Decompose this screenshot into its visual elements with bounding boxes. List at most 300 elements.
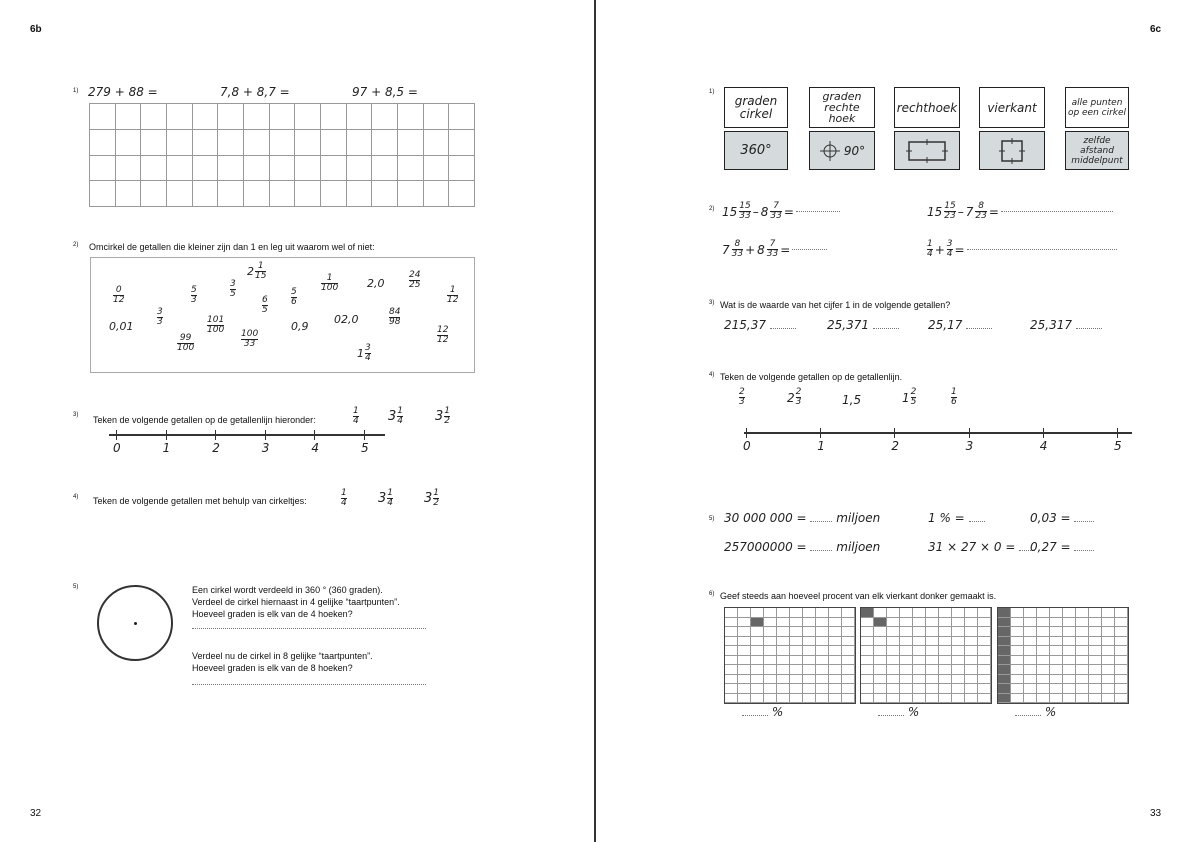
square-cell[interactable] <box>1063 675 1076 685</box>
square-cell[interactable] <box>1037 608 1050 618</box>
square-cell[interactable] <box>1089 684 1102 694</box>
square-cell[interactable] <box>1050 656 1063 666</box>
grid-cell[interactable] <box>90 155 116 181</box>
hundred-square-2[interactable] <box>860 607 992 704</box>
grid-cell[interactable] <box>141 181 167 207</box>
grid-cell[interactable] <box>423 104 449 130</box>
square-cell[interactable] <box>861 637 874 647</box>
grid-cell[interactable] <box>192 181 218 207</box>
square-cell[interactable] <box>790 608 803 618</box>
square-cell[interactable] <box>803 618 816 628</box>
decimal-0-9[interactable]: 0,9 <box>291 320 309 333</box>
square-cell[interactable] <box>939 656 952 666</box>
square-cell[interactable] <box>751 608 764 618</box>
grid-cell[interactable] <box>295 181 321 207</box>
square-cell[interactable] <box>1037 675 1050 685</box>
square-cell[interactable] <box>1011 618 1024 628</box>
square-cell[interactable] <box>900 618 913 628</box>
square-cell[interactable] <box>939 618 952 628</box>
square-cell[interactable] <box>764 646 777 656</box>
square-cell[interactable] <box>725 627 738 637</box>
square-cell[interactable] <box>751 618 764 628</box>
fraction-99-100[interactable]: 99 100 <box>177 333 195 354</box>
square-cell[interactable] <box>738 694 751 704</box>
square-cell[interactable] <box>725 608 738 618</box>
square-cell[interactable] <box>1102 618 1115 628</box>
square-cell[interactable] <box>1063 694 1076 704</box>
grid-cell[interactable] <box>243 155 269 181</box>
square-cell[interactable] <box>790 637 803 647</box>
square-cell[interactable] <box>874 684 887 694</box>
square-cell[interactable] <box>874 637 887 647</box>
square-cell[interactable] <box>829 646 842 656</box>
square-cell[interactable] <box>816 646 829 656</box>
square-cell[interactable] <box>829 618 842 628</box>
grid-cell[interactable] <box>346 129 372 155</box>
square-cell[interactable] <box>887 646 900 656</box>
square-cell[interactable] <box>887 627 900 637</box>
square-cell[interactable] <box>913 656 926 666</box>
square-cell[interactable] <box>803 646 816 656</box>
square-cell[interactable] <box>842 684 855 694</box>
square-cell[interactable] <box>1089 656 1102 666</box>
grid-cell[interactable] <box>243 129 269 155</box>
square-cell[interactable] <box>887 656 900 666</box>
square-cell[interactable] <box>842 675 855 685</box>
square-cell[interactable] <box>1050 608 1063 618</box>
grid-cell[interactable] <box>269 181 295 207</box>
square-cell[interactable] <box>939 694 952 704</box>
square-cell[interactable] <box>777 665 790 675</box>
fraction-84-98[interactable]: 84 98 <box>389 307 401 328</box>
square-cell[interactable] <box>1115 608 1128 618</box>
square-cell[interactable] <box>1089 608 1102 618</box>
square-cell[interactable] <box>1115 675 1128 685</box>
fraction-0-12[interactable]: 0 12 <box>113 285 125 306</box>
grid-cell[interactable] <box>166 129 192 155</box>
square-cell[interactable] <box>1063 637 1076 647</box>
square-cell[interactable] <box>1076 637 1089 647</box>
square-cell[interactable] <box>829 627 842 637</box>
square-cell[interactable] <box>861 627 874 637</box>
square-cell[interactable] <box>1050 627 1063 637</box>
square-cell[interactable] <box>1076 675 1089 685</box>
square-cell[interactable] <box>952 637 965 647</box>
card-zelfde-afstand[interactable]: zelfde afstand middelpunt <box>1065 131 1129 170</box>
square-cell[interactable] <box>1011 694 1024 704</box>
grid-cell[interactable] <box>218 129 244 155</box>
grid-cell[interactable] <box>372 129 398 155</box>
square-cell[interactable] <box>913 608 926 618</box>
square-cell[interactable] <box>965 675 978 685</box>
square-cell[interactable] <box>803 627 816 637</box>
square-cell[interactable] <box>900 656 913 666</box>
square-cell[interactable] <box>764 627 777 637</box>
fraction-5-6[interactable]: 5 6 <box>291 287 297 308</box>
square-cell[interactable] <box>861 618 874 628</box>
square-cell[interactable] <box>952 618 965 628</box>
grid-cell[interactable] <box>320 155 346 181</box>
square-cell[interactable] <box>1063 608 1076 618</box>
square-cell[interactable] <box>926 665 939 675</box>
grid-cell[interactable] <box>243 181 269 207</box>
grid-cell[interactable] <box>320 104 346 130</box>
square-cell[interactable] <box>861 694 874 704</box>
square-cell[interactable] <box>1050 684 1063 694</box>
square-cell[interactable] <box>861 665 874 675</box>
square-cell[interactable] <box>952 665 965 675</box>
square-cell[interactable] <box>764 694 777 704</box>
square-cell[interactable] <box>1063 646 1076 656</box>
square-cell[interactable] <box>900 637 913 647</box>
square-cell[interactable] <box>939 665 952 675</box>
square-cell[interactable] <box>913 684 926 694</box>
fraction-101-100[interactable]: 101 100 <box>207 315 225 336</box>
square-cell[interactable] <box>738 627 751 637</box>
square-cell[interactable] <box>790 627 803 637</box>
q5-answer-line-1[interactable] <box>192 628 426 629</box>
grid-cell[interactable] <box>423 129 449 155</box>
grid-cell[interactable] <box>423 181 449 207</box>
square-cell[interactable] <box>1037 656 1050 666</box>
square-cell[interactable] <box>777 656 790 666</box>
square-cell[interactable] <box>829 684 842 694</box>
square-cell[interactable] <box>829 637 842 647</box>
square-cell[interactable] <box>952 694 965 704</box>
grid-cell[interactable] <box>295 129 321 155</box>
grid-cell[interactable] <box>449 155 475 181</box>
square-cell[interactable] <box>764 608 777 618</box>
square-cell[interactable] <box>1089 618 1102 628</box>
grid-cell[interactable] <box>397 181 423 207</box>
square-cell[interactable] <box>978 675 991 685</box>
square-cell[interactable] <box>777 675 790 685</box>
square-cell[interactable] <box>803 665 816 675</box>
square-cell[interactable] <box>1102 627 1115 637</box>
square-cell[interactable] <box>1115 656 1128 666</box>
right-number-line[interactable] <box>744 432 1132 434</box>
square-cell[interactable] <box>887 675 900 685</box>
square-cell[interactable] <box>738 608 751 618</box>
card-graden-cirkel[interactable]: graden cirkel <box>724 87 788 128</box>
square-cell[interactable] <box>1011 684 1024 694</box>
square-cell[interactable] <box>842 618 855 628</box>
grid-cell[interactable] <box>295 104 321 130</box>
square-cell[interactable] <box>1024 637 1037 647</box>
square-cell[interactable] <box>751 684 764 694</box>
square-cell[interactable] <box>861 675 874 685</box>
square-cell[interactable] <box>777 684 790 694</box>
square-cell[interactable] <box>764 637 777 647</box>
square-cell[interactable] <box>900 627 913 637</box>
square-cell[interactable] <box>998 646 1011 656</box>
square-cell[interactable] <box>816 618 829 628</box>
square-cell[interactable] <box>1115 646 1128 656</box>
card-graden-rechte-hoek[interactable]: graden rechte hoek <box>809 87 875 128</box>
fraction-24-25[interactable]: 24 25 <box>409 270 421 291</box>
square-cell[interactable] <box>965 665 978 675</box>
square-cell[interactable] <box>725 646 738 656</box>
square-cell[interactable] <box>1076 627 1089 637</box>
square-cell[interactable] <box>926 684 939 694</box>
square-cell[interactable] <box>803 608 816 618</box>
grid-cell[interactable] <box>372 104 398 130</box>
square-cell[interactable] <box>751 656 764 666</box>
square-cell[interactable] <box>978 618 991 628</box>
square-cell[interactable] <box>1024 684 1037 694</box>
square-cell[interactable] <box>965 627 978 637</box>
square-cell[interactable] <box>965 694 978 704</box>
card-alle-punten[interactable]: alle punten op een cirkel <box>1065 87 1129 128</box>
square-cell[interactable] <box>1050 694 1063 704</box>
square-cell[interactable] <box>998 656 1011 666</box>
square-cell[interactable] <box>939 675 952 685</box>
square-cell[interactable] <box>777 637 790 647</box>
square-cell[interactable] <box>913 646 926 656</box>
square-cell[interactable] <box>816 675 829 685</box>
square-cell[interactable] <box>913 665 926 675</box>
square-cell[interactable] <box>1024 665 1037 675</box>
square-cell[interactable] <box>939 608 952 618</box>
square-cell[interactable] <box>1024 627 1037 637</box>
square-cell[interactable] <box>861 684 874 694</box>
square-cell[interactable] <box>978 608 991 618</box>
square-cell[interactable] <box>829 665 842 675</box>
decimal-2-0[interactable]: 2,0 <box>367 277 385 290</box>
square-cell[interactable] <box>1037 694 1050 704</box>
square-cell[interactable] <box>790 665 803 675</box>
square-cell[interactable] <box>1102 608 1115 618</box>
square-cell[interactable] <box>1102 656 1115 666</box>
grid-cell[interactable] <box>90 129 116 155</box>
square-cell[interactable] <box>998 627 1011 637</box>
q6-answer-2[interactable]: % <box>878 705 919 719</box>
fraction-12-12[interactable]: 12 12 <box>437 325 449 346</box>
grid-cell[interactable] <box>115 155 141 181</box>
square-cell[interactable] <box>965 646 978 656</box>
fraction-3-5[interactable]: 3 5 <box>230 279 236 300</box>
square-cell[interactable] <box>874 665 887 675</box>
square-cell[interactable] <box>1037 684 1050 694</box>
square-cell[interactable] <box>998 694 1011 704</box>
square-cell[interactable] <box>751 646 764 656</box>
square-cell[interactable] <box>803 684 816 694</box>
square-cell[interactable] <box>1089 637 1102 647</box>
grid-cell[interactable] <box>449 104 475 130</box>
square-cell[interactable] <box>829 675 842 685</box>
square-cell[interactable] <box>738 618 751 628</box>
square-cell[interactable] <box>952 608 965 618</box>
square-cell[interactable] <box>842 627 855 637</box>
mixed-1-3-4[interactable]: 1 $\frac{3}{4}$ <box>357 343 371 364</box>
square-cell[interactable] <box>1102 694 1115 704</box>
card-90[interactable]: 90° <box>809 131 875 170</box>
square-cell[interactable] <box>1115 694 1128 704</box>
square-cell[interactable] <box>952 656 965 666</box>
square-cell[interactable] <box>978 627 991 637</box>
square-cell[interactable] <box>738 656 751 666</box>
square-cell[interactable] <box>874 618 887 628</box>
square-cell[interactable] <box>764 684 777 694</box>
square-cell[interactable] <box>1011 675 1024 685</box>
grid-cell[interactable] <box>372 155 398 181</box>
grid-cell[interactable] <box>449 129 475 155</box>
square-cell[interactable] <box>803 694 816 704</box>
square-cell[interactable] <box>790 675 803 685</box>
square-cell[interactable] <box>1076 618 1089 628</box>
square-cell[interactable] <box>965 618 978 628</box>
square-cell[interactable] <box>887 684 900 694</box>
square-cell[interactable] <box>913 627 926 637</box>
square-cell[interactable] <box>965 684 978 694</box>
square-cell[interactable] <box>1102 675 1115 685</box>
grid-cell[interactable] <box>397 104 423 130</box>
square-cell[interactable] <box>738 637 751 647</box>
circle-drawing[interactable] <box>97 585 173 661</box>
mixed-2-1-15[interactable]: 2 $\frac{1}{15}$ <box>247 261 267 282</box>
square-cell[interactable] <box>790 694 803 704</box>
card-360[interactable]: 360° <box>724 131 788 170</box>
square-cell[interactable] <box>1050 675 1063 685</box>
square-cell[interactable] <box>1089 665 1102 675</box>
square-cell[interactable] <box>952 627 965 637</box>
square-cell[interactable] <box>1089 694 1102 704</box>
square-cell[interactable] <box>790 618 803 628</box>
square-cell[interactable] <box>777 627 790 637</box>
square-cell[interactable] <box>900 646 913 656</box>
square-cell[interactable] <box>887 608 900 618</box>
square-cell[interactable] <box>998 665 1011 675</box>
grid-cell[interactable] <box>192 155 218 181</box>
square-cell[interactable] <box>998 675 1011 685</box>
square-cell[interactable] <box>1115 665 1128 675</box>
square-cell[interactable] <box>1037 637 1050 647</box>
square-cell[interactable] <box>764 665 777 675</box>
square-cell[interactable] <box>803 675 816 685</box>
square-cell[interactable] <box>1011 608 1024 618</box>
grid-cell[interactable] <box>192 129 218 155</box>
square-cell[interactable] <box>939 646 952 656</box>
square-cell[interactable] <box>900 684 913 694</box>
square-cell[interactable] <box>816 656 829 666</box>
square-cell[interactable] <box>978 637 991 647</box>
fraction-3-3[interactable]: 3 3 <box>157 307 163 328</box>
square-cell[interactable] <box>1115 684 1128 694</box>
square-cell[interactable] <box>1063 665 1076 675</box>
square-cell[interactable] <box>764 675 777 685</box>
fraction-1-12[interactable]: 1 12 <box>447 285 459 306</box>
square-cell[interactable] <box>1102 646 1115 656</box>
square-cell[interactable] <box>900 608 913 618</box>
grid-cell[interactable] <box>141 155 167 181</box>
square-cell[interactable] <box>926 627 939 637</box>
q6-answer-3[interactable]: % <box>1015 705 1056 719</box>
card-square-shape[interactable] <box>979 131 1045 170</box>
square-cell[interactable] <box>1011 656 1024 666</box>
square-cell[interactable] <box>751 665 764 675</box>
square-cell[interactable] <box>816 637 829 647</box>
square-cell[interactable] <box>874 675 887 685</box>
square-cell[interactable] <box>842 637 855 647</box>
square-cell[interactable] <box>829 608 842 618</box>
square-cell[interactable] <box>816 627 829 637</box>
grid-cell[interactable] <box>218 155 244 181</box>
square-cell[interactable] <box>926 646 939 656</box>
square-cell[interactable] <box>816 684 829 694</box>
card-rectangle-shape[interactable] <box>894 131 960 170</box>
square-cell[interactable] <box>725 675 738 685</box>
square-cell[interactable] <box>816 665 829 675</box>
left-number-line[interactable] <box>109 434 385 436</box>
square-cell[interactable] <box>1024 675 1037 685</box>
square-cell[interactable] <box>913 618 926 628</box>
square-cell[interactable] <box>1063 627 1076 637</box>
fraction-5-3[interactable]: 5 3 <box>191 285 197 306</box>
square-cell[interactable] <box>842 694 855 704</box>
grid-cell[interactable] <box>346 181 372 207</box>
square-cell[interactable] <box>978 684 991 694</box>
square-cell[interactable] <box>1050 637 1063 647</box>
square-cell[interactable] <box>816 694 829 704</box>
decimal-02-0[interactable]: 02,0 <box>334 313 359 326</box>
square-cell[interactable] <box>913 694 926 704</box>
square-cell[interactable] <box>1089 627 1102 637</box>
square-cell[interactable] <box>1011 627 1024 637</box>
grid-cell[interactable] <box>218 104 244 130</box>
square-cell[interactable] <box>842 656 855 666</box>
square-cell[interactable] <box>998 684 1011 694</box>
square-cell[interactable] <box>926 608 939 618</box>
square-cell[interactable] <box>829 694 842 704</box>
square-cell[interactable] <box>952 684 965 694</box>
square-cell[interactable] <box>803 656 816 666</box>
square-cell[interactable] <box>725 637 738 647</box>
square-cell[interactable] <box>887 694 900 704</box>
square-cell[interactable] <box>842 646 855 656</box>
square-cell[interactable] <box>777 646 790 656</box>
grid-cell[interactable] <box>397 155 423 181</box>
square-cell[interactable] <box>861 608 874 618</box>
square-cell[interactable] <box>874 608 887 618</box>
square-cell[interactable] <box>1024 656 1037 666</box>
square-cell[interactable] <box>939 637 952 647</box>
grid-cell[interactable] <box>295 155 321 181</box>
square-cell[interactable] <box>998 618 1011 628</box>
square-cell[interactable] <box>952 675 965 685</box>
square-cell[interactable] <box>939 684 952 694</box>
square-cell[interactable] <box>1076 665 1089 675</box>
grid-cell[interactable] <box>166 104 192 130</box>
fraction-6-5[interactable]: 6 5 <box>262 295 268 316</box>
hundred-square-3[interactable] <box>997 607 1129 704</box>
square-cell[interactable] <box>1063 618 1076 628</box>
grid-cell[interactable] <box>218 181 244 207</box>
square-cell[interactable] <box>1037 646 1050 656</box>
grid-cell[interactable] <box>90 181 116 207</box>
hundred-square-1[interactable] <box>724 607 856 704</box>
square-cell[interactable] <box>939 627 952 637</box>
square-cell[interactable] <box>900 665 913 675</box>
square-cell[interactable] <box>790 656 803 666</box>
square-cell[interactable] <box>1115 637 1128 647</box>
square-cell[interactable] <box>998 608 1011 618</box>
grid-cell[interactable] <box>141 104 167 130</box>
square-cell[interactable] <box>1076 694 1089 704</box>
square-cell[interactable] <box>816 608 829 618</box>
square-cell[interactable] <box>1050 618 1063 628</box>
square-cell[interactable] <box>965 637 978 647</box>
grid-cell[interactable] <box>346 155 372 181</box>
